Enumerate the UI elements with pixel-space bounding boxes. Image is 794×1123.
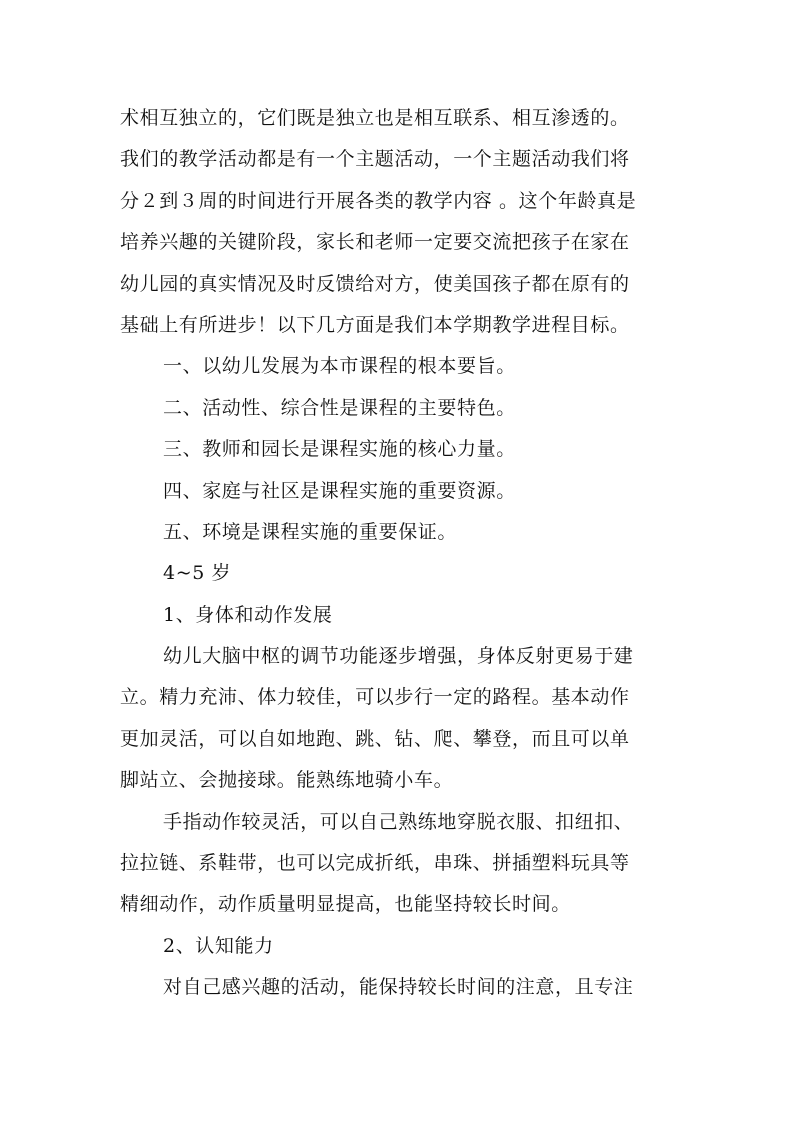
paragraph-line: 对自己感兴趣的活动，能保持较长时间的注意，且专注	[163, 976, 634, 999]
section-heading-physical: 1、身体和动作发展	[163, 603, 333, 626]
paragraph-line: 脚站立、会抛接球。能熟练地骑小车。	[120, 769, 454, 792]
paragraph-line: 拉拉链、系鞋带，也可以完成折纸，串珠、拼插塑料玩具等	[120, 852, 630, 875]
section-heading-cognitive: 2、认知能力	[163, 934, 274, 957]
paragraph-line: 幼儿大脑中枢的调节功能逐步增强，身体反射更易于建	[163, 645, 634, 668]
list-item-4: 四、家庭与社区是课程实施的重要资源。	[163, 479, 516, 502]
list-item-2: 二、活动性、综合性是课程的主要特色。	[163, 396, 516, 419]
paragraph-line: 幼儿园的真实情况及时反馈给对方，使美国孩子都在原有的	[120, 272, 630, 295]
paragraph-line: 基础上有所进步！以下几方面是我们本学期教学进程目标。	[120, 313, 630, 336]
age-heading: 4~5 岁	[163, 562, 232, 585]
paragraph-line: 更加灵活，可以自如地跑、跳、钻、爬、攀登，而且可以单	[120, 727, 630, 750]
paragraph-line: 培养兴趣的关键阶段，家长和老师一定要交流把孩子在家在	[120, 231, 630, 254]
paragraph-line: 手指动作较灵活，可以自己熟练地穿脱衣服、扣纽扣、	[163, 810, 634, 833]
list-item-1: 一、以幼儿发展为本市课程的根本要旨。	[163, 355, 516, 378]
paragraph-line: 术相互独立的，它们既是独立也是相互联系、相互渗透的。	[120, 107, 630, 129]
list-item-3: 三、教师和园长是课程实施的核心力量。	[163, 438, 516, 461]
paragraph-line: 立。精力充沛、体力较佳，可以步行一定的路程。基本动作	[120, 686, 630, 709]
paragraph-line: 精细动作，动作质量明显提高，也能坚持较长时间。	[120, 893, 571, 916]
list-item-5: 五、环境是课程实施的重要保证。	[163, 520, 458, 543]
paragraph-line: 我们的教学活动都是有一个主题活动，一个主题活动我们将	[120, 148, 630, 171]
paragraph-line: 分２到３周的时间进行开展各类的教学内容 。这个年龄真是	[120, 189, 637, 212]
document-body	[120, 98, 680, 1009]
